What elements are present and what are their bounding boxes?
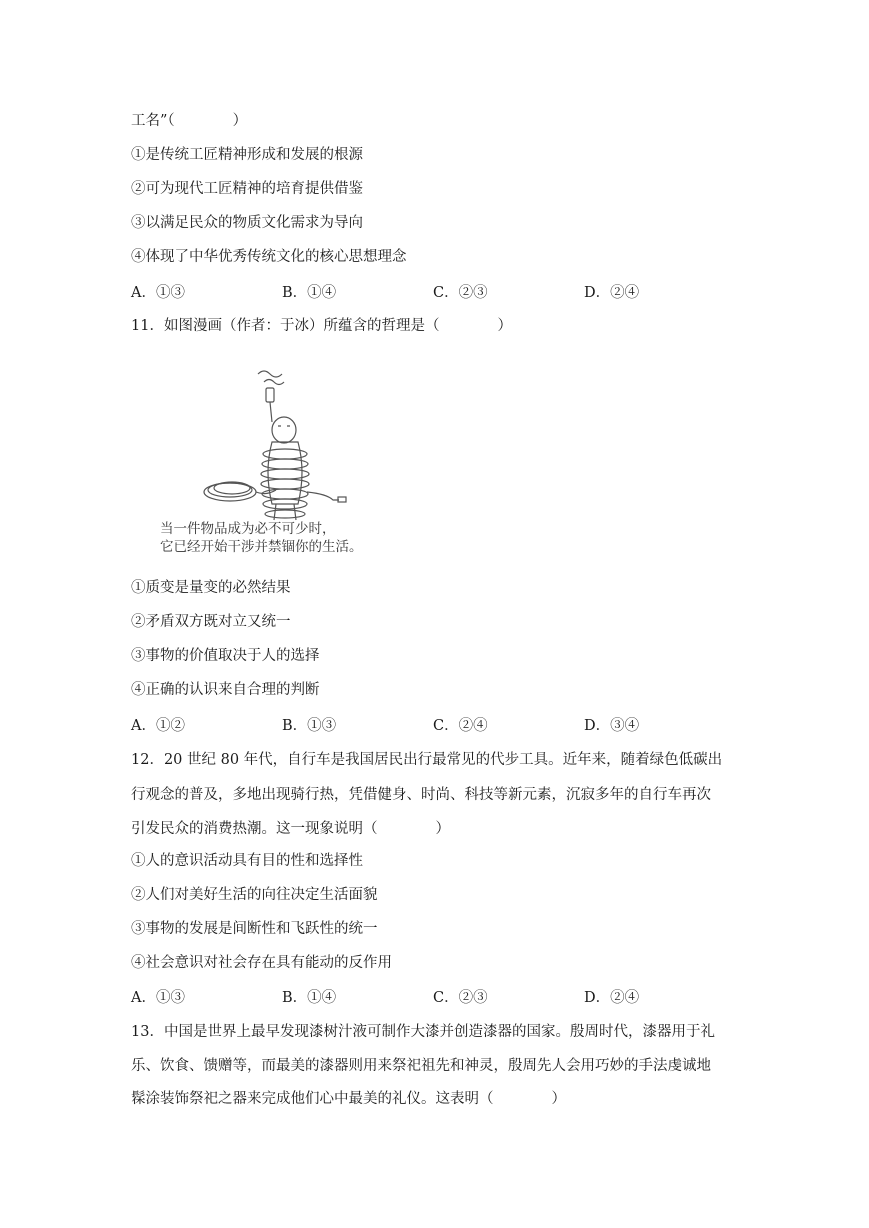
q13-stem-line-1: 13．中国是世界上最早发现漆树汁液可制作大漆并创造漆器的国家。殷周时代，漆器用于礼: [131, 1024, 715, 1040]
q11-option-c: C．②④: [433, 718, 488, 734]
cartoon-caption-line-1: 当一件物品成为必不可少时，: [160, 521, 336, 537]
q12-statement-3: ③事物的发展是间断性和飞跃性的统一: [131, 921, 378, 937]
q12-statement-4: ④社会意识对社会存在具有能动的反作用: [131, 955, 392, 971]
q11-statement-2: ②矛盾双方既对立又统一: [131, 614, 291, 630]
q11-option-b: B．①③: [282, 718, 337, 734]
q13-stem-line-2: 乐、饮食、馈赠等，而最美的漆器则用来祭祀祖先和神灵，殷周先人会用巧妙的手法虔诚地: [131, 1058, 711, 1074]
q10-statement-2: ②可为现代工匠精神的培育提供借鉴: [131, 181, 363, 197]
q13-stem-line-3: 髹涂装饰祭祀之器来完成他们心中最美的礼仪。这表明（ ）: [131, 1091, 566, 1107]
q12-stem-line-1: 12．20 世纪 80 年代，自行车是我国居民出行最常见的代步工具。近年来，随着绿色低碳出: [131, 752, 723, 768]
q12-option-d: D．②④: [584, 990, 640, 1006]
q12-statement-2: ②人们对美好生活的向往决定生活面貌: [131, 887, 378, 903]
q11-stem: 11．如图漫画（作者：于冰）所蕴含的哲理是（ ）: [131, 318, 512, 334]
q12-statement-1: ①人的意识活动具有目的性和选择性: [131, 853, 363, 869]
q12-stem-line-2: 行观念的普及，多地出现骑行热，凭借健身、时尚、科技等新元素，沉寂多年的自行车再次: [131, 787, 711, 803]
q11-option-d: D．③④: [584, 718, 640, 734]
q12-option-b: B．①④: [282, 990, 337, 1006]
q12-option-a: A．①③: [131, 990, 185, 1006]
q11-statement-3: ③事物的价值取决于人的选择: [131, 648, 320, 664]
q12-stem-line-3: 引发民众的消费热潮。这一现象说明（ ）: [131, 821, 450, 837]
q10-statement-1: ①是传统工匠精神形成和发展的根源: [131, 147, 363, 163]
q10-option-c: C．②③: [433, 285, 488, 301]
cartoon-caption-line-2: 它已经开始干涉并禁锢你的生活。: [160, 539, 363, 555]
q10-option-d: D．②④: [584, 285, 640, 301]
q11-statement-1: ①质变是量变的必然结果: [131, 580, 291, 596]
q10-option-a: A．①③: [131, 285, 185, 301]
q11-option-a: A．①②: [131, 718, 185, 734]
q10-option-b: B．①④: [282, 285, 337, 301]
q11-statement-4: ④正确的认识来自合理的判断: [131, 682, 320, 698]
q10-stem-end: 工名”（ ）: [131, 113, 248, 129]
q12-option-c: C．②③: [433, 990, 488, 1006]
q10-statement-3: ③以满足民众的物质文化需求为导向: [131, 215, 363, 231]
q10-statement-4: ④体现了中华优秀传统文化的核心思想理念: [131, 249, 407, 265]
